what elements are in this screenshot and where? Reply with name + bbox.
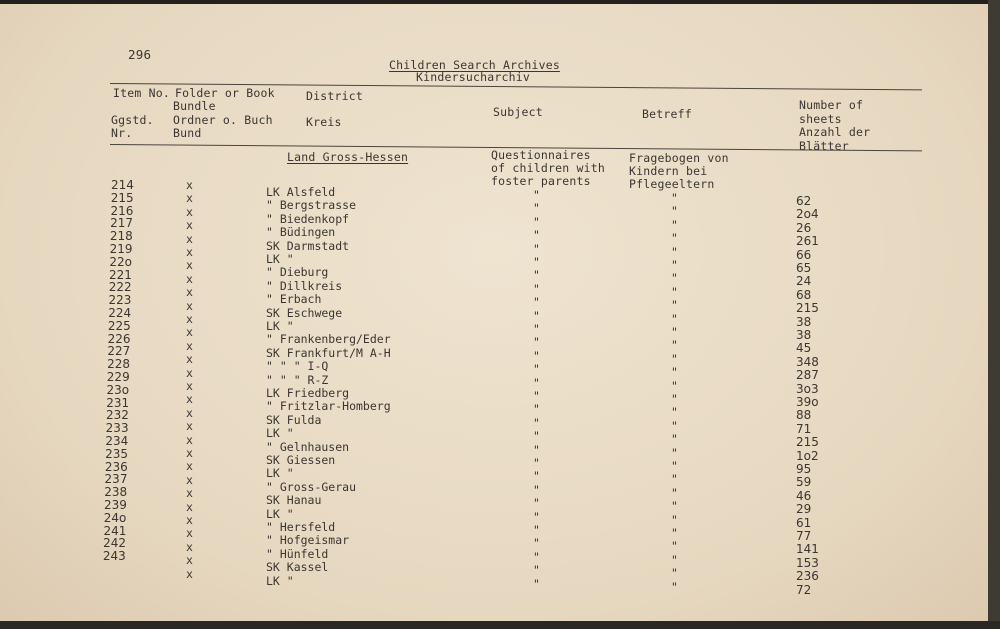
row-item-no: 223 xyxy=(108,293,132,308)
row-sheet-count: 61 xyxy=(796,515,812,530)
row-folder-mark: x xyxy=(186,566,193,581)
row-district: SK Giessen xyxy=(266,453,336,467)
row-betreff-ditto: " xyxy=(671,298,678,313)
row-subject-ditto: " xyxy=(533,362,540,377)
row-subject-ditto: " xyxy=(533,228,540,243)
row-folder-mark: x xyxy=(186,513,193,527)
header-bundle: Bundle xyxy=(173,99,216,113)
row-subject-ditto: " xyxy=(533,456,540,470)
row-district: " Hofgeismar xyxy=(266,533,350,548)
row-sheet-count: 29 xyxy=(796,502,812,517)
row-subject-ditto: " xyxy=(533,469,540,484)
row-item-no: 235 xyxy=(105,446,129,461)
row-betreff-ditto: " xyxy=(671,271,678,286)
row-district: " " " R-Z xyxy=(266,372,329,387)
row-subject-ditto: " xyxy=(533,348,540,363)
row-sheet-count: 3o3 xyxy=(796,381,819,396)
row-betreff-ditto: " xyxy=(671,191,678,205)
row-folder-mark: x xyxy=(186,553,193,568)
row-betreff-ditto: " xyxy=(671,432,678,447)
row-betreff-ditto: " xyxy=(671,258,678,272)
row-subject-ditto: " xyxy=(533,268,540,283)
row-folder-mark: x xyxy=(186,379,193,393)
row-folder-mark: x xyxy=(186,526,193,541)
row-subject-ditto: " xyxy=(533,241,540,256)
row-item-no: 219 xyxy=(109,242,133,256)
row-folder-mark: x xyxy=(186,392,193,407)
row-item-no: 215 xyxy=(110,190,134,205)
row-betreff-ditto: " xyxy=(671,579,678,594)
row-district: SK Darmstadt xyxy=(266,238,350,253)
subject-description-1: Questionnaires xyxy=(491,148,591,162)
row-betreff-ditto: " xyxy=(671,325,678,339)
row-folder-mark: x xyxy=(186,245,193,259)
row-sheet-count: 215 xyxy=(796,301,819,316)
row-subject-ditto: " xyxy=(533,429,540,444)
row-sheet-count: 65 xyxy=(796,261,812,275)
betreff-description-1: Fragebogen von xyxy=(629,151,729,165)
row-item-no: 243 xyxy=(102,549,126,564)
row-sheet-count: 71 xyxy=(796,421,812,436)
header-nr: Nr. xyxy=(111,126,133,140)
row-sheet-count: 66 xyxy=(796,247,812,262)
row-subject-ditto: " xyxy=(533,375,540,390)
document-page xyxy=(0,4,988,621)
row-sheet-count: 62 xyxy=(796,194,812,208)
row-folder-mark: x xyxy=(186,285,193,300)
row-district: LK Alsfeld xyxy=(266,185,336,199)
row-subject-ditto: " xyxy=(533,214,540,229)
row-item-no: 224 xyxy=(108,306,132,320)
row-subject-ditto: " xyxy=(533,188,540,202)
row-item-no: 218 xyxy=(109,229,133,244)
row-sheet-count: 59 xyxy=(796,475,812,490)
row-item-no: 242 xyxy=(103,536,127,551)
row-item-no: 221 xyxy=(109,267,132,282)
row-district: " Hünfeld xyxy=(266,546,329,561)
row-district: " Gross-Gerau xyxy=(266,479,357,494)
row-folder-mark: x xyxy=(186,539,193,554)
row-sheet-count: 348 xyxy=(796,354,819,369)
row-item-no: 237 xyxy=(104,472,128,487)
header-subject: Subject xyxy=(493,105,543,119)
row-sheet-count: 1o2 xyxy=(796,448,819,463)
header-ggstd: Ggstd. xyxy=(111,113,154,127)
row-betreff-ditto: " xyxy=(671,418,678,433)
row-district: LK " xyxy=(266,319,294,333)
row-district: " Gelnhausen xyxy=(266,439,350,454)
row-betreff-ditto: " xyxy=(671,311,678,326)
row-district: " Büdingen xyxy=(266,225,336,240)
row-betreff-ditto: " xyxy=(671,244,678,259)
row-betreff-ditto: " xyxy=(671,338,678,353)
header-item-no: Item No. xyxy=(113,86,170,100)
row-betreff-ditto: " xyxy=(671,284,678,299)
row-betreff-ditto: " xyxy=(671,445,678,460)
row-item-no: 23o xyxy=(106,382,130,397)
row-item-no: 241 xyxy=(103,523,127,538)
scan-right-edge xyxy=(988,0,1000,629)
row-sheet-count: 141 xyxy=(796,542,819,557)
row-folder-mark: x xyxy=(186,298,193,313)
row-item-no: 236 xyxy=(104,459,128,474)
row-item-no: 229 xyxy=(106,370,130,384)
row-district: " Dillkreis xyxy=(266,278,343,293)
betreff-description-2: Kindern bei xyxy=(629,164,708,178)
row-betreff-ditto: " xyxy=(671,405,678,420)
row-item-no: 214 xyxy=(111,178,134,192)
row-item-no: 216 xyxy=(110,203,134,218)
page-number: 296 xyxy=(128,47,152,62)
row-betreff-ditto: " xyxy=(671,231,678,246)
row-folder-mark: x xyxy=(186,258,193,273)
row-betreff-ditto: " xyxy=(671,459,678,473)
row-folder-mark: x xyxy=(186,405,193,420)
row-subject-ditto: " xyxy=(533,509,540,524)
row-subject-ditto: " xyxy=(533,255,540,269)
row-district: " " " I-Q xyxy=(266,359,329,374)
row-betreff-ditto: " xyxy=(671,566,678,581)
row-district: LK " xyxy=(266,466,294,481)
row-sheet-count: 153 xyxy=(796,555,819,570)
row-subject-ditto: " xyxy=(533,295,540,310)
row-folder-mark: x xyxy=(186,231,193,246)
scan-bottom-edge xyxy=(0,621,1000,629)
row-betreff-ditto: " xyxy=(671,512,678,527)
row-sheet-count: 261 xyxy=(796,234,819,249)
row-subject-ditto: " xyxy=(533,536,540,551)
row-subject-ditto: " xyxy=(533,402,540,417)
row-folder-mark: x xyxy=(186,432,193,447)
row-folder-mark: x xyxy=(186,459,193,474)
section-title: Land Gross-Hessen xyxy=(287,150,409,164)
row-folder-mark: x xyxy=(186,191,193,206)
row-district: " Dieburg xyxy=(266,265,329,280)
row-sheet-count: 236 xyxy=(796,569,819,584)
row-district: SK Hanau xyxy=(266,493,322,508)
row-item-no: 232 xyxy=(105,408,129,423)
subject-description-3: foster parents xyxy=(491,174,591,188)
row-sheet-count: 39o xyxy=(796,395,819,409)
row-betreff-ditto: " xyxy=(671,539,678,554)
header-count-2: sheets xyxy=(799,112,842,126)
row-item-no: 222 xyxy=(108,280,132,295)
row-sheet-count: 287 xyxy=(796,368,819,383)
row-folder-mark: x xyxy=(186,338,193,353)
row-subject-ditto: " xyxy=(533,442,540,457)
row-folder-mark: x xyxy=(186,499,193,514)
row-district: LK Friedberg xyxy=(266,386,350,400)
row-district: SK Fulda xyxy=(266,412,322,427)
header-ordner: Ordner o. Buch xyxy=(173,113,273,127)
row-sheet-count: 77 xyxy=(796,529,812,543)
row-betreff-ditto: " xyxy=(671,365,678,380)
row-betreff-ditto: " xyxy=(671,392,678,406)
row-item-no: 227 xyxy=(107,344,131,359)
row-district: " Fritzlar-Homberg xyxy=(266,399,391,414)
row-betreff-ditto: " xyxy=(671,378,678,393)
subject-description-2: of children with xyxy=(491,161,605,175)
row-item-no: 238 xyxy=(104,485,128,500)
row-item-no: 239 xyxy=(104,498,127,512)
row-sheet-count: 24 xyxy=(796,274,812,289)
header-kreis: Kreis xyxy=(306,115,342,129)
row-sheet-count: 215 xyxy=(796,435,819,450)
row-betreff-ditto: " xyxy=(671,472,678,487)
row-subject-ditto: " xyxy=(533,496,540,511)
row-item-no: 22o xyxy=(109,254,132,269)
row-district: " Erbach xyxy=(266,292,322,307)
row-folder-mark: x xyxy=(186,271,193,286)
row-betreff-ditto: " xyxy=(671,217,678,232)
row-subject-ditto: " xyxy=(533,389,540,403)
row-subject-ditto: " xyxy=(533,201,540,216)
row-item-no: 217 xyxy=(110,216,134,231)
row-subject-ditto: " xyxy=(533,322,540,336)
row-sheet-count: 2o4 xyxy=(796,207,819,222)
row-sheet-count: 46 xyxy=(796,488,812,503)
row-folder-mark: x xyxy=(186,204,193,219)
row-district: " Frankenberg/Eder xyxy=(266,332,391,347)
row-betreff-ditto: " xyxy=(671,204,678,219)
row-district: " Bergstrasse xyxy=(266,198,357,213)
row-item-no: 233 xyxy=(105,421,129,436)
row-district: SK Kassel xyxy=(266,560,329,575)
row-subject-ditto: " xyxy=(533,563,540,578)
row-item-no: 231 xyxy=(106,395,130,410)
row-subject-ditto: " xyxy=(533,523,540,537)
row-district: LK " xyxy=(266,426,294,441)
row-folder-mark: x xyxy=(186,365,193,380)
row-item-no: 225 xyxy=(107,318,131,333)
row-sheet-count: 26 xyxy=(796,220,812,235)
row-sheet-count: 95 xyxy=(796,462,812,476)
row-district: LK " xyxy=(266,252,294,266)
row-subject-ditto: " xyxy=(533,308,540,323)
row-betreff-ditto: " xyxy=(671,499,678,514)
row-sheet-count: 38 xyxy=(796,314,812,329)
row-district: SK Frankfurt/M A-H xyxy=(266,345,391,360)
row-betreff-ditto: " xyxy=(671,526,678,540)
row-subject-ditto: " xyxy=(533,549,540,564)
header-bund: Bund xyxy=(173,126,202,140)
header-folder: Folder or Book xyxy=(175,86,275,100)
header-count-4: Blätter xyxy=(799,139,849,153)
row-betreff-ditto: " xyxy=(671,351,678,366)
row-betreff-ditto: " xyxy=(671,485,678,500)
row-folder-mark: x xyxy=(186,352,193,367)
row-item-no: 226 xyxy=(107,331,131,346)
row-item-no: 24o xyxy=(103,510,127,525)
row-sheet-count: 88 xyxy=(796,408,812,423)
row-sheet-count: 72 xyxy=(796,582,812,597)
row-subject-ditto: " xyxy=(533,482,540,497)
document-title: Children Search Archives xyxy=(389,58,560,72)
header-betreff: Betreff xyxy=(642,107,692,121)
row-folder-mark: x xyxy=(186,486,193,501)
row-district: LK " xyxy=(266,506,294,521)
row-folder-mark: x xyxy=(186,178,193,192)
row-folder-mark: x xyxy=(186,446,193,460)
row-folder-mark: x xyxy=(186,419,193,434)
row-subject-ditto: " xyxy=(533,335,540,350)
row-district: SK Eschwege xyxy=(266,305,343,320)
row-sheet-count: 68 xyxy=(796,287,812,302)
row-folder-mark: x xyxy=(186,325,193,340)
header-count-3: Anzahl der xyxy=(799,125,871,139)
row-subject-ditto: " xyxy=(533,415,540,430)
header-count-1: Number of xyxy=(799,98,864,112)
row-item-no: 228 xyxy=(107,357,130,372)
header-district: District xyxy=(306,89,363,103)
row-betreff-ditto: " xyxy=(671,552,678,567)
row-district: " Biedenkopf xyxy=(266,211,350,226)
row-sheet-count: 38 xyxy=(796,328,812,342)
document-subtitle: Kindersucharchiv xyxy=(416,70,530,84)
row-subject-ditto: " xyxy=(533,281,540,296)
row-folder-mark: x xyxy=(186,472,193,487)
row-subject-ditto: " xyxy=(533,576,540,591)
row-folder-mark: x xyxy=(186,312,193,326)
betreff-description-3: Pflegeeltern xyxy=(629,177,715,191)
row-district: " Hersfeld xyxy=(266,520,336,534)
row-item-no: 234 xyxy=(105,434,129,448)
row-sheet-count: 45 xyxy=(796,341,812,356)
row-folder-mark: x xyxy=(186,218,193,233)
row-district: LK " xyxy=(266,573,294,588)
